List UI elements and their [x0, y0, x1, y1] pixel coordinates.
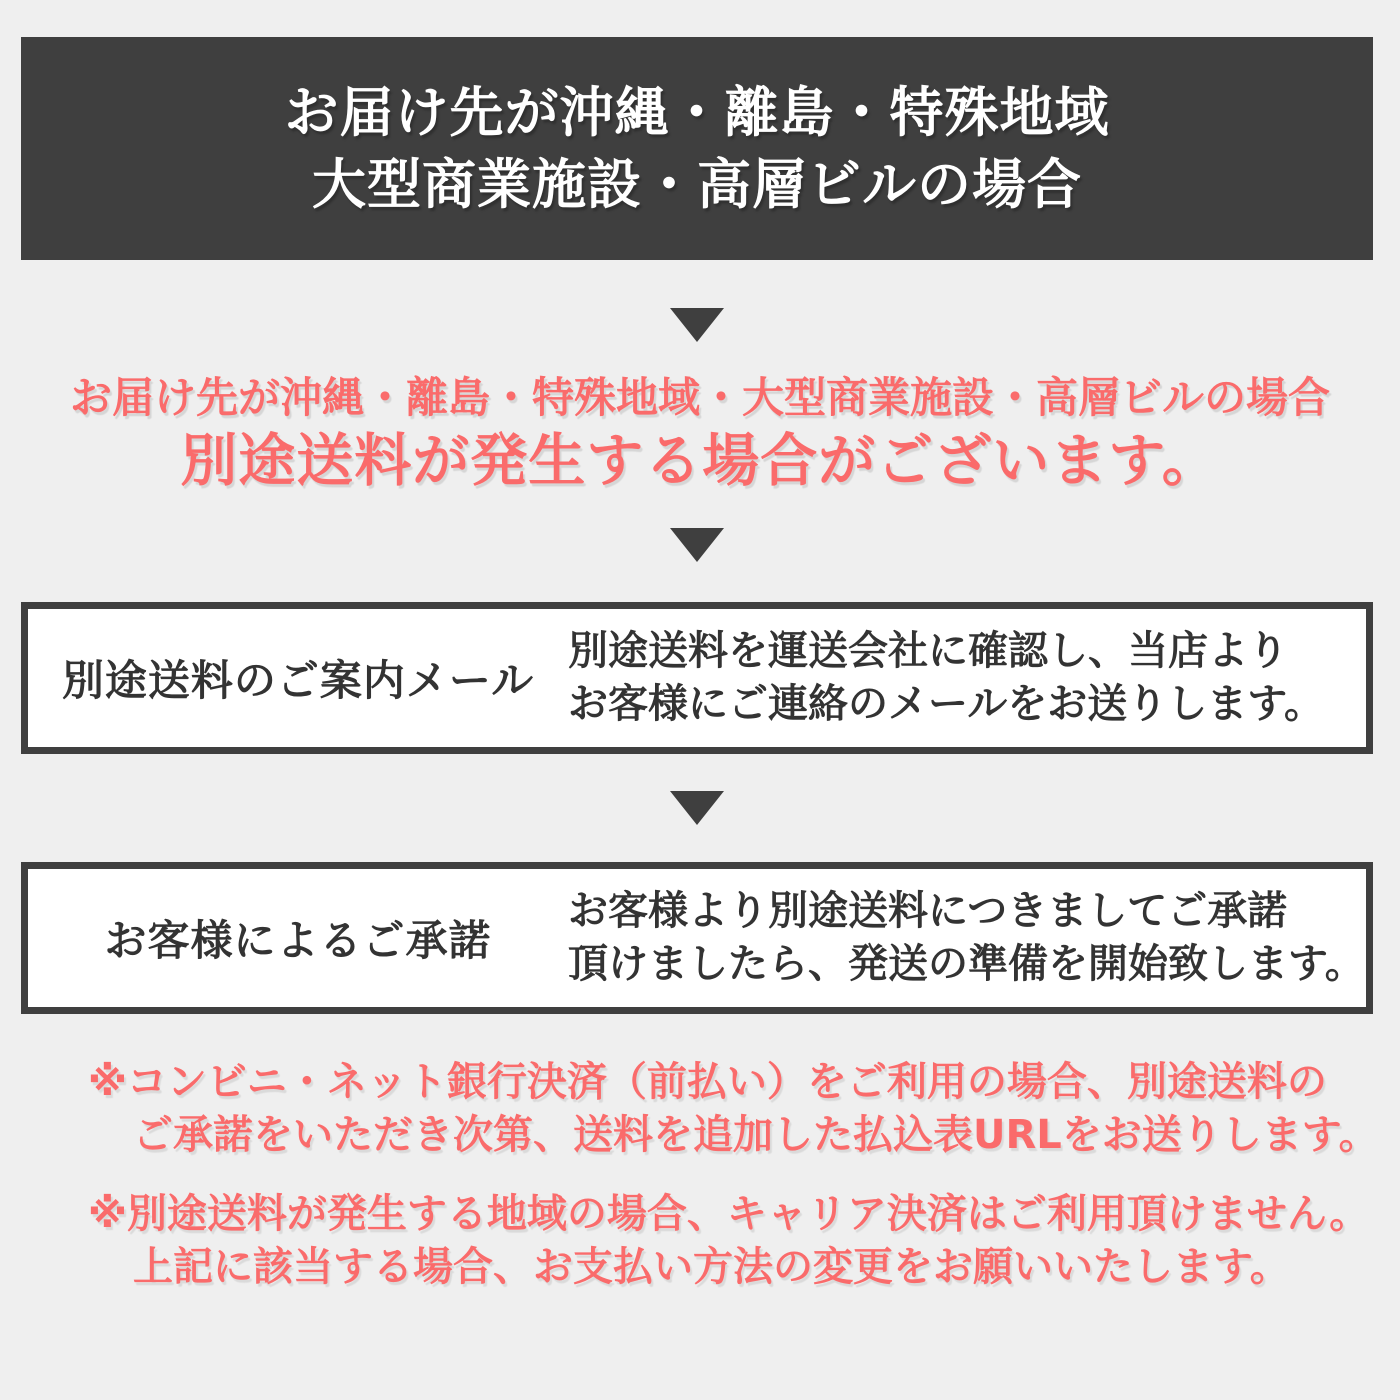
down-arrow-icon [670, 791, 724, 825]
step-fee-email-label: 別途送料のご案内メール [61, 656, 535, 705]
header-line1: お届け先が沖縄・離島・特殊地域 [284, 80, 1110, 144]
note-carrier-payment-line1: ※別途送料が発生する地域の場合、キャリア決済はご利用頂けません。 [88, 1191, 1370, 1237]
step-customer-consent-box [21, 862, 1373, 1014]
note-prepayment-line2: ご承諾をいただき次第、送料を追加した払込表URLをお送りします。 [133, 1112, 1379, 1158]
step-fee-email-box [21, 602, 1373, 754]
intro-fee-warning: 別途送料が発生する場合がございます。 [180, 428, 1220, 494]
step-fee-email-desc [568, 625, 1324, 731]
header-line2: 大型商業施設・高層ビルの場合 [312, 152, 1082, 216]
intro-conditions: お届け先が沖縄・離島・特殊地域・大型商業施設・高層ビルの場合 [69, 373, 1330, 422]
step-customer-consent-desc-line1: お客様より別途送料につきましてご承諾 [568, 888, 1288, 934]
note-prepayment [0, 1056, 1400, 1162]
step-customer-consent-desc [568, 885, 1365, 991]
down-arrow-icon [670, 308, 724, 342]
note-carrier-payment [0, 1188, 1400, 1294]
down-arrow-icon [670, 528, 724, 562]
note-prepayment-line1: ※コンビニ・ネット銀行決済（前払い）をご利用の場合、別途送料の [88, 1059, 1327, 1105]
step-customer-consent-desc-line2: 頂けましたら、発送の準備を開始致します。 [568, 941, 1365, 987]
note-carrier-payment-line2: 上記に該当する場合、お支払い方法の変更をお願いいたします。 [133, 1244, 1290, 1290]
header-banner [21, 37, 1373, 260]
step-customer-consent-label: お客様によるご承諾 [104, 916, 492, 965]
step-fee-email-desc-line1: 別途送料を運送会社に確認し、当店より [568, 628, 1288, 674]
step-fee-email-desc-line2: お客様にご連絡のメールをお送りします。 [568, 681, 1324, 727]
intro-text [0, 370, 1400, 496]
